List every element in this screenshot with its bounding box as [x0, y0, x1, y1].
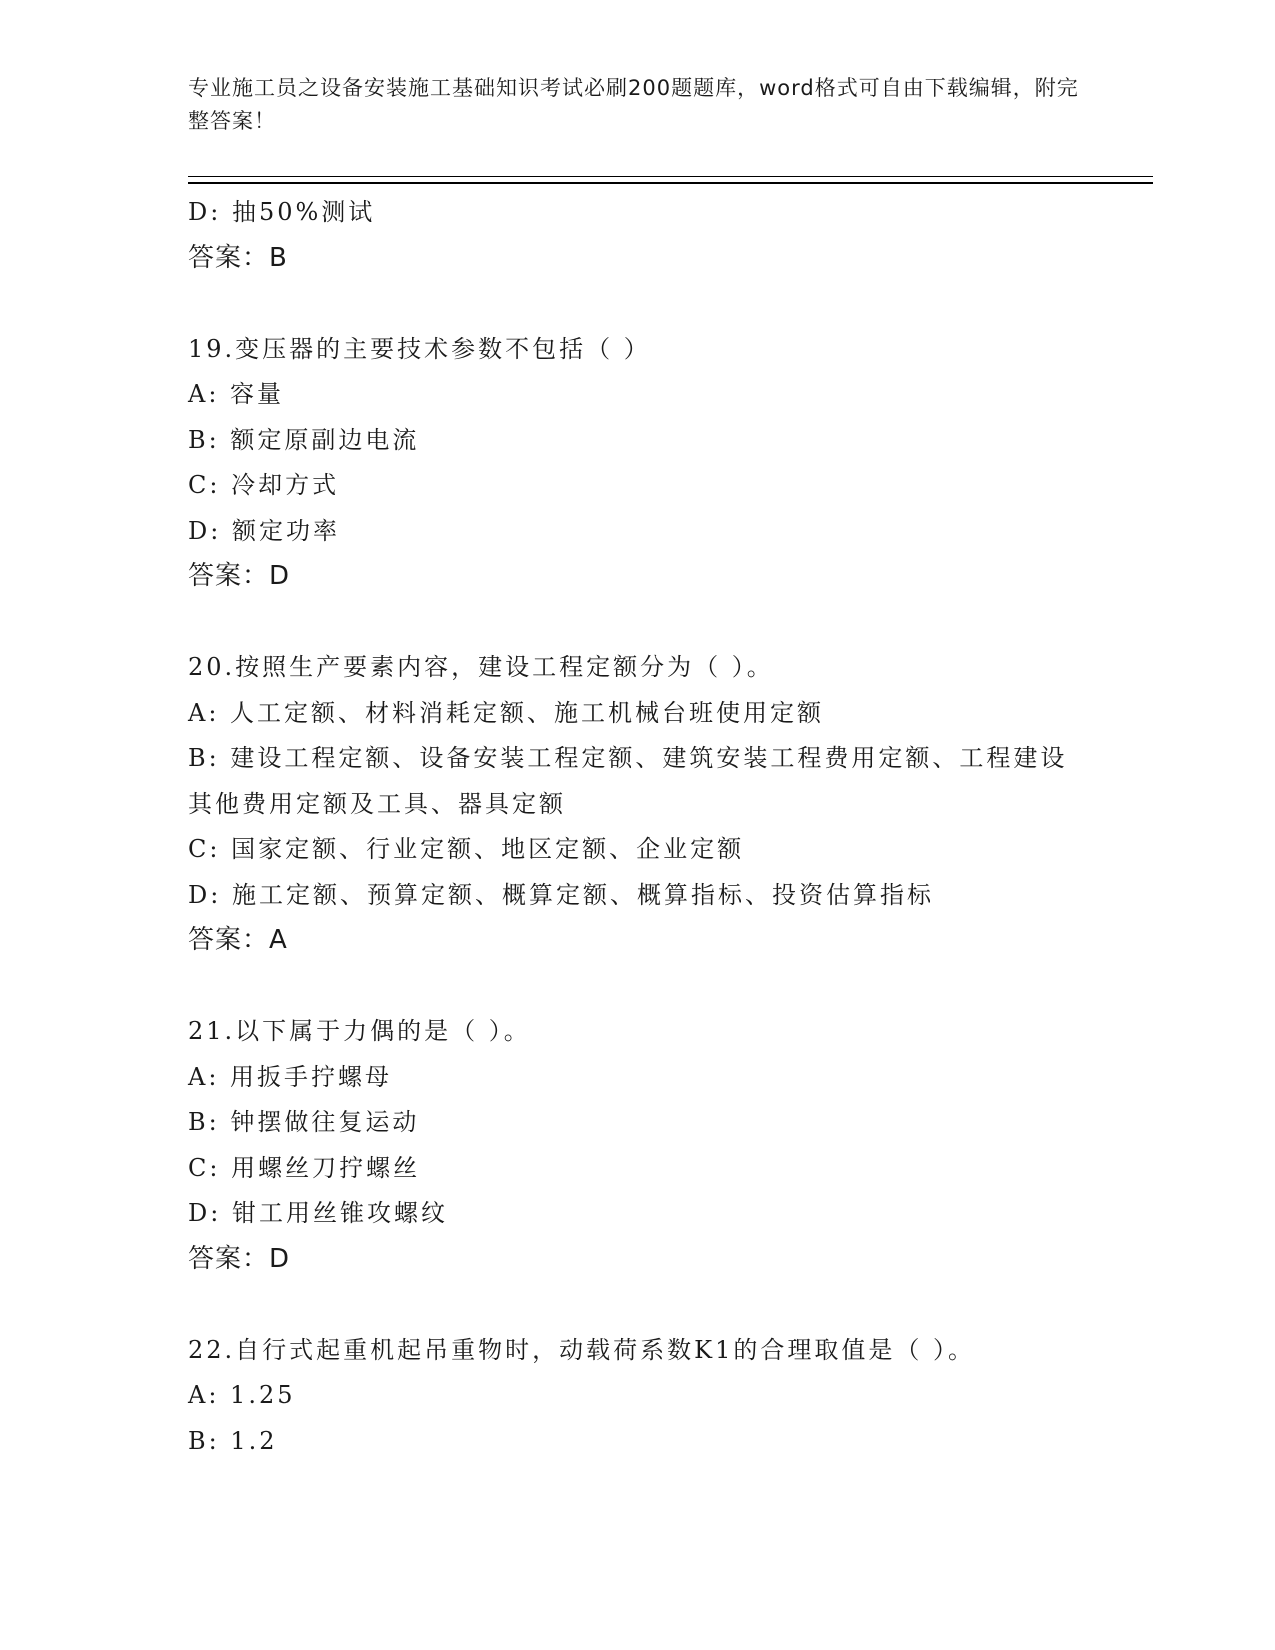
option-b: B: 建设工程定额、设备安装工程定额、建筑安装工程费用定额、工程建设其他费用定额及工具、器具定额: [188, 744, 1068, 818]
option-a: A: 人工定额、材料消耗定额、施工机械台班使用定额: [188, 698, 825, 727]
question-stem: 22.自行式起重机起吊重物时，动载荷系数K1的合理取值是（ ）。: [188, 1335, 975, 1364]
header-divider: [188, 176, 1153, 184]
answer-line: 答案：D: [188, 1243, 291, 1274]
question-stem: 19.变压器的主要技术参数不包括（ ）: [188, 334, 651, 363]
option-d: D: 钳工用丝锥攻螺纹: [188, 1199, 448, 1227]
answer-line: 答案：D: [188, 561, 291, 591]
option-c: C: 冷却方式: [188, 471, 340, 499]
option-c: C: 国家定额、行业定额、地区定额、企业定额: [188, 835, 745, 863]
question-19: [188, 327, 1088, 600]
question-stem: 21.以下属于力偶的是（ ）。: [188, 1017, 531, 1045]
previous-question-tail: [188, 190, 1088, 281]
option-d: D: 抽50%测试: [188, 198, 376, 226]
option-a: A: 1.25: [188, 1381, 296, 1409]
question-20: [188, 645, 1088, 964]
option-b: B: 钟摆做往复运动: [188, 1108, 420, 1136]
document-title: 专业施工员之设备安装施工基础知识考试必刷200题题库，word格式可自由下载编辑，附完整答案！: [188, 76, 1079, 133]
answer-line: 答案：B: [188, 242, 288, 273]
question-list: [188, 190, 1088, 1464]
question-22: [188, 1328, 1088, 1465]
option-a: A: 容量: [188, 380, 285, 408]
option-d: D: 额定功率: [188, 516, 340, 545]
option-a: A: 用扳手拧螺母: [188, 1062, 393, 1091]
answer-line: 答案：A: [188, 925, 288, 955]
option-b: B: 1.2: [188, 1426, 278, 1455]
option-c: C: 用螺丝刀拧螺丝: [188, 1153, 421, 1182]
option-b: B: 额定原副边电流: [188, 425, 420, 454]
option-d: D: 施工定额、预算定额、概算定额、概算指标、投资估算指标: [188, 880, 934, 909]
page-header: [188, 72, 1088, 138]
question-stem: 20.按照生产要素内容，建设工程定额分为（ ）。: [188, 653, 774, 681]
question-21: [188, 1009, 1088, 1282]
